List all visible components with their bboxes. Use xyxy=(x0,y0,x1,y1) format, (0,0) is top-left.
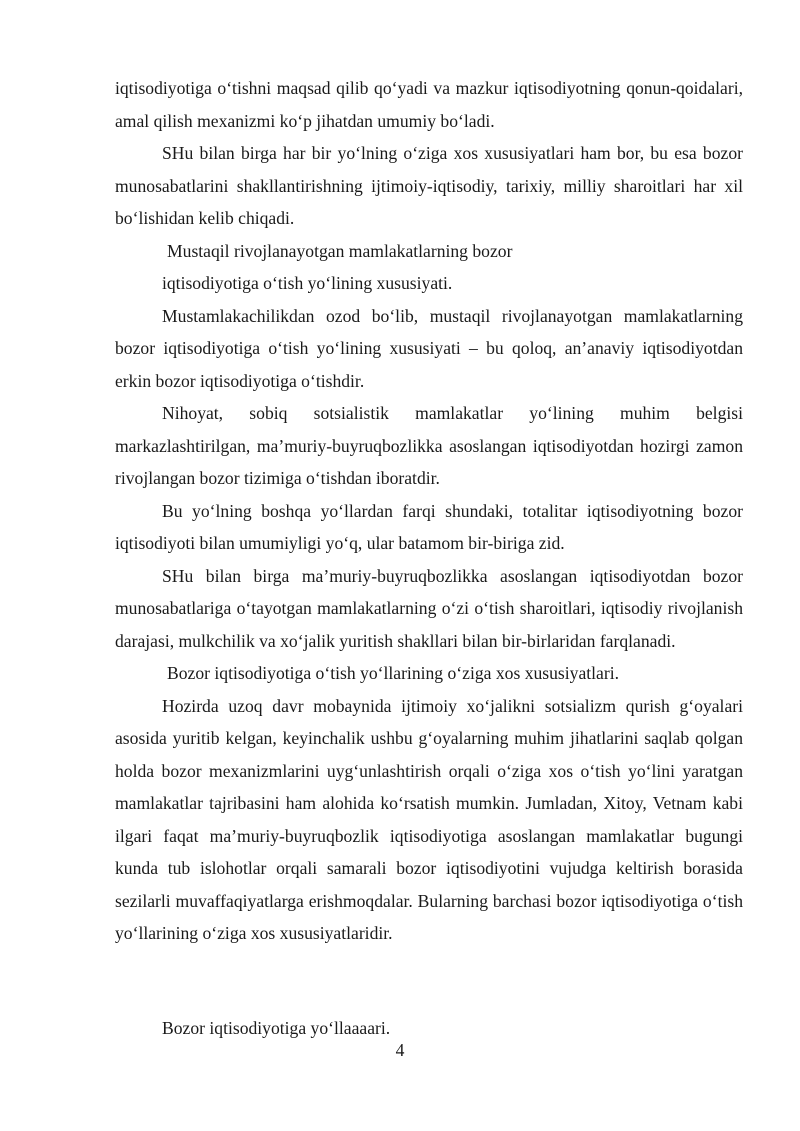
paragraph: SHu bilan birga ma’muriy-buyruqbozlikka asoslangan iqtisodiyotdan bozor munosabatlariga o‘tayotgan mamlakatlarning o‘zi o‘tish sharoitlari, iqtisodiy rivojlanish darajasi, mulkchilik va xo‘jalik yuritish shakllari bilan bir-birlaridan farqlanadi. xyxy=(115,565,743,651)
body-text xyxy=(115,72,743,950)
paragraph: Hozirda uzoq davr mobaynida ijtimoiy xo‘jalikni sotsializm qurish g‘oyalari asosida yuritib kelgan, keyinchalik ushbu g‘oyalarning muhim jihatlarini saqlab qolgan holda bozor mexanizmlarini uyg‘unlashtirish orqali o‘ziga xos o‘tish yo‘lini yaratgan mamlakatlar tajribasini ham alohida ko‘rsatish mumkin. Jumladan, Xitoy, Vetnam kabi ilgari faqat ma’muriy-buyruqbozlik iqtisodiyotiga asoslangan mamlakatlar bugungi kunda tub islohotlar orqali samarali bozor iqtisodiyotini vujudga keltirish borasida sezilarli muvaffaqiyatlarga erishmoqdalar. Bularning barchasi bozor iqtisodiyotiga o‘tish yo‘llarining o‘ziga xos xususiyatlaridir. xyxy=(115,695,743,943)
paragraph: SHu bilan birga har bir yo‘lning o‘ziga xos xususiyatlari ham bor, bu esa bozor munosabatlarini shakllantirishning ijtimoiy-iqtisodiy, tarixiy, milliy sharoitlari har xil bo‘lishidan kelib chiqadi. xyxy=(115,143,743,228)
page-number: 4 xyxy=(395,1040,405,1060)
paragraph-continuation: iqtisodiyotiga o‘tishni maqsad qilib qo‘yadi va mazkur iqtisodiyotning qonun-qoidalari, amal qilish mexanizmi ko‘p jihatdan umumiy bo‘ladi. xyxy=(115,78,743,131)
paragraph: Nihoyat, sobiq sotsialistik mamlakatlar yo‘lining muhim belgisi markazlashtirilgan, ma’muriy-buyruqbozlikka asoslangan iqtisodiyotdan hozirgi zamon rivojlangan bozor tizimiga o‘tishdan iboratdir. xyxy=(115,403,743,488)
closing-line: Bozor iqtisodiyotiga yo‘llaaaari. xyxy=(162,1018,391,1038)
section-heading-line-2: iqtisodiyotiga o‘tish yo‘lining xususiyati. xyxy=(162,273,453,293)
section-heading: Bozor iqtisodiyotiga o‘tish yo‘llarining o‘ziga xos xususiyatlari. xyxy=(167,663,619,683)
paragraph: Mustamlakachilikdan ozod bo‘lib, mustaqil rivojlanayotgan mamlakatlarning bozor iqtisodiyotiga o‘tish yo‘lining xususiyati – bu qoloq, an’anaviy iqtisodiyotdan erkin bozor iqtisodiyotiga o‘tishdir. xyxy=(115,305,743,391)
section-heading-line-1: Mustaqil rivojlanayotgan mamlakatlarning bozor xyxy=(167,240,513,261)
paragraph: Bu yo‘lning boshqa yo‘llardan farqi shundaki, totalitar iqtisodiyotning bozor iqtisodiyoti bilan umumiyligi yo‘q, ular batamom bir-biriga zid. xyxy=(115,500,743,553)
